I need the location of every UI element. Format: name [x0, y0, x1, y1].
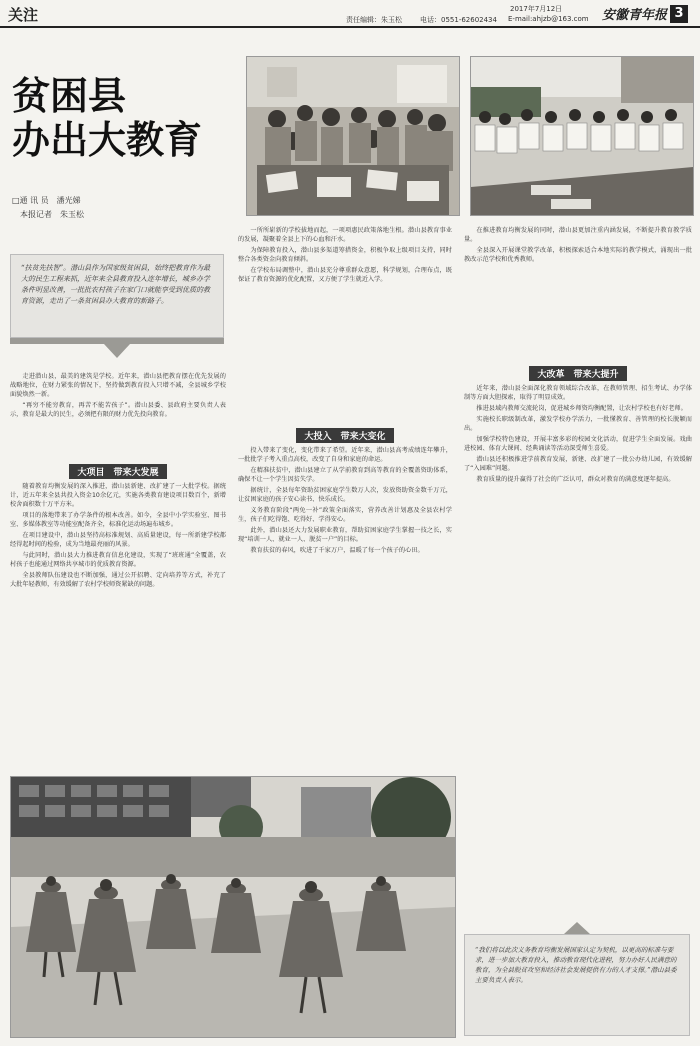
paragraph: 教育质量的提升赢得了社会的广泛认可，群众对教育的满意度逐年提高。 [476, 476, 675, 483]
paragraph: 义务教育阶段“两免一补”政策全面落实，营养改善计划惠及全县农村学生，孩子们吃得饱、吃得好、学得安心。 [238, 507, 452, 523]
paragraph: 加强学校特色建设，开展丰富多彩的校园文化活动，促进学生全面发展。戏曲进校园、体育大课间、经典诵读等活动深受师生喜爱。 [464, 436, 692, 452]
subhead-2: 大投入 带来大变化 [296, 428, 393, 443]
paragraph: 近年来，潜山县全面深化教育领域综合改革，在教师管理、招生考试、办学体制等方面大胆探索，取得了明显成效。 [464, 385, 692, 401]
subhead-1: 大项目 带来大发展 [69, 464, 166, 479]
paragraph: 潜山县还积极推进学前教育发展，新建、改扩建了一批公办幼儿园，有效缓解了“入园难”问题。 [464, 456, 692, 472]
issue-date: 2017年7月12日 [510, 5, 563, 13]
photo-students-activity-image [247, 57, 459, 215]
photo-students-dance-image [11, 777, 455, 1037]
paragraph: 全县教师队伍建设也不断加强，通过公开招聘、定向培养等方式，补充了大批年轻教师，有效缓解了农村学校师资紧缺的问题。 [10, 572, 226, 588]
paragraph: 在精准扶贫中，潜山县建立了从学前教育到高等教育的全覆盖资助体系，确保不让一个学生因贫失学。 [238, 467, 452, 483]
masthead-title: 安徽青年报 [601, 8, 667, 23]
headline-line-2: 办出大教育 [12, 117, 203, 162]
byline-line-2: 本报记者 朱玉松 [12, 210, 84, 219]
article-column-2-top [238, 226, 452, 418]
paragraph: 一所所崭新的学校拔地而起，一项项惠民政策落地生根。潜山县教育事业的发展，凝聚着全县上下的心血和汗水。 [238, 227, 452, 243]
paragraph: 在推进教育均衡发展的同时，潜山县更加注重内涵发展，不断提升教育教学质量。 [464, 227, 692, 243]
photo-students-posters [470, 56, 694, 216]
paragraph: 在学校布局调整中，潜山县充分尊重群众意愿，科学规划，合理布点，既保证了教育资源的优化配置，又方便了学生就近入学。 [238, 267, 452, 283]
paragraph: 项目的落地带来了办学条件的根本改善。如今，全县中小学实验室、图书室、多媒体教室等功能室配备齐全，标准化运动场遍布城乡。 [10, 512, 226, 528]
article-column-2 [238, 446, 452, 772]
paragraph: 推进县域内教师交流轮岗，促进城乡师资均衡配置，让农村学校也有好老师。 [476, 405, 687, 412]
article-column-1-intro [10, 372, 226, 462]
intro-quote-band [10, 338, 224, 360]
paragraph: 教育扶贫的春风，吹进了千家万户，温暖了每一个孩子的心田。 [250, 547, 424, 554]
section-label: 关注 [8, 6, 39, 24]
subhead-1-wrap [10, 460, 226, 483]
headline [12, 74, 202, 162]
paragraph: 投入带来了变化，变化带来了希望。近年来，潜山县高考成绩连年攀升，一批批学子考入重点高校，改变了自身和家庭的命运。 [238, 447, 452, 463]
photo-students-posters-image [471, 57, 693, 215]
byline [12, 194, 84, 222]
subhead-3: 大改革 带来大提升 [529, 366, 626, 381]
paragraph: 据统计，全县每年资助贫困家庭学生数万人次，发放资助资金数千万元，让贫困家庭的孩子安心读书、快乐成长。 [238, 487, 452, 503]
masthead [602, 4, 688, 23]
photo-students-dance [10, 776, 456, 1038]
paragraph: 随着教育均衡发展的深入推进，潜山县新建、改扩建了一大批学校。据统计，近五年来全县共投入资金10余亿元，实施各类教育建设项目数百个，新增校舍面积数十万平方米。 [10, 483, 226, 508]
paragraph: 为保障教育投入，潜山县多渠道筹措资金，积极争取上级项目支持，同时整合各类资金向教育倾斜。 [238, 247, 452, 263]
paragraph: 在项目建设中，潜山县坚持高标准规划、高质量建设，每一所新建学校都经得起时间的检验，成为当地最亮丽的风景。 [10, 532, 226, 548]
editor-credit: 责任编辑：朱玉松 [346, 16, 402, 24]
paragraph: “再穷不能穷教育，再苦不能苦孩子”。潜山县委、县政府主要负责人表示，教育是最大的民生，必须把有限的财力优先投向教育。 [10, 402, 226, 418]
closing-quote: “我们将以此次义务教育均衡发展国家认定为契机，以更高的标准与要求，进一步加大教育投入，推动教育现代化进程，努力办好人民满意的教育，为全县脱贫攻坚和经济社会发展提供有力的人才支撑。”潜山县委主要负责人表示。 [464, 934, 690, 1036]
editor-email: E-mail:ahjzb@163.com [508, 15, 589, 23]
subhead-3-wrap [464, 362, 692, 385]
subhead-2-wrap [238, 424, 452, 447]
article-column-3-top [464, 226, 692, 358]
byline-line-1: □通 讯 员 潘光娣 [12, 196, 81, 205]
paragraph: 实施校长职级制改革，激发学校办学活力，一批懂教育、善管理的校长脱颖而出。 [464, 416, 692, 432]
intro-quote: “扶贫先扶智”。潜山县作为国家级贫困县，始终把教育作为最大的民生工程来抓，近年来全县教育投入连年增长，城乡办学条件明显改善，一批批农村孩子在家门口就能享受到优质的教育资源，走出了一条贫困县办大教育的新路子。 [10, 254, 224, 338]
headline-line-1: 贫困县 [12, 73, 127, 118]
article-column-1 [10, 482, 226, 772]
page-number: 3 [670, 5, 688, 23]
header-rule [0, 26, 700, 28]
photo-students-activity [246, 56, 460, 216]
paragraph: 与此同时，潜山县大力推进教育信息化建设，实现了“班班通”全覆盖，农村孩子也能通过网络共享城市的优质教育资源。 [10, 552, 226, 568]
paragraph: 走进潜山县，最美的建筑是学校。近年来，潜山县把教育摆在优先发展的战略地位，在财力紧张的情况下，坚持做到教育投入只增不减，全县城乡学校面貌焕然一新。 [10, 373, 226, 398]
editor-phone: 电话：0551-62602434 [420, 16, 497, 24]
paragraph: 全县深入开展课堂教学改革，积极探索适合本地实际的教学模式，涌现出一批教改示范学校和优秀教师。 [464, 247, 692, 263]
article-column-3 [464, 384, 692, 914]
paragraph: 此外，潜山县还大力发展职业教育，帮助贫困家庭学生掌握一技之长，实现“培训一人、就业一人、脱贫一户”的目标。 [238, 527, 452, 543]
